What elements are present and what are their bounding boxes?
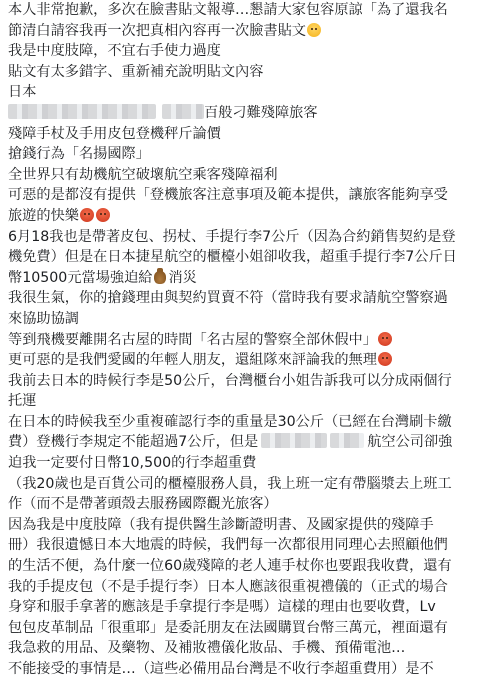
post-line: 百般刁難殘障旅客: [8, 103, 496, 124]
post-line: 本人非常抱歉，多次在臉書貼文報導…懇請大家包容原諒「為了還我名: [8, 2, 448, 18]
post-line: 在日本的時候我至少重複確認行李的重量是30公斤（已經在台灣刷卡繳: [8, 413, 452, 430]
post-line: 迫我一定要付日幣10,500的行李超重費: [8, 455, 257, 472]
post-line: 身穿和服手拿著的應該是手拿提行李是嗎）這樣的理由也要收費，Lv: [8, 599, 436, 616]
post-line: 我前去日本的時候行李是50公斤，台灣櫃台小姐告訴我可以分成兩個行: [8, 372, 452, 389]
post-line: 貼文有太多錯字、重新補充說明貼文內容: [8, 63, 264, 80]
post-line: 節清白請容我再一次把真相內容再一次臉書貼文: [8, 21, 496, 42]
redacted-text: [162, 104, 204, 119]
post-line: 可惡的是都沒有提供「登機旅客注意事項及範本提供，讓旅客能夠享受: [8, 187, 448, 204]
post-line: 包包皮革制品「很重耶」是委託朋友在法國購買台幣三萬元，裡面還有: [8, 619, 448, 636]
post-line: 搶錢行為「名揚國際」: [8, 146, 150, 163]
post-line: 6月18我也是帶著皮包、拐杖、手提行李7公斤（因為合約銷售契約是登: [8, 228, 456, 245]
redacted-text: [330, 433, 364, 448]
sweat-smile-emoji-icon: [307, 23, 321, 37]
post-line: 不能接受的事情是…（這些必備用品台灣是不收行李超重費用）是不: [8, 661, 434, 677]
post-line: 幣10500元當場強迫給 消災: [8, 269, 197, 286]
angry-face-emoji-icon: [80, 208, 94, 222]
post-line: 作（而不是帶著頭殼去服務國際觀光旅客）: [8, 496, 278, 513]
post-line: 更可惡的是我們愛國的年輕人朋友，還組隊來評論我的無理: [8, 350, 496, 371]
redacted-text: [8, 104, 156, 119]
post-line: 我很生氣，你的搶錢理由與契約買賣不符（當時我有要求請航空警察過: [8, 290, 448, 307]
facebook-post-body: [8, 0, 496, 680]
post-line: 機免費）但是在日本捷星航空的櫃檯小姐卻收我，超重手提行李7公斤日: [8, 249, 457, 266]
post-line: 因為我是中度肢障（我有提供醫生診斷證明書、及國家提供的殘障手: [8, 516, 434, 533]
post-line: 旅遊的快樂: [8, 206, 496, 227]
post-line: 殘障手杖及手用皮包登機秤斤論價: [8, 125, 221, 142]
money-bag-emoji-icon: [154, 271, 166, 284]
angry-face-emoji-icon: [96, 208, 110, 222]
post-line: 我是中度肢障，不宜右手使力過度: [8, 43, 221, 60]
post-line: 我的手提皮包（不是手提行李）日本人應該很重視禮儀的（正式的場合: [8, 578, 448, 595]
angry-face-emoji-icon: [378, 352, 392, 366]
angry-face-emoji-icon: [378, 332, 392, 346]
post-line: 我急救的用品、及藥物、及補妝禮儀化妝品、手機、預備電池…: [8, 640, 406, 657]
post-line: 來協助協調: [8, 310, 79, 327]
post-line: 冊）我很遺憾日本大地震的時候，我們每一次都很用同理心去照顧他們: [8, 537, 448, 554]
post-line: 全世界只有劫機航空破壞航空乘客殘障福利: [8, 166, 278, 183]
post-line: 日本: [8, 84, 37, 101]
post-line: 等到飛機要離開名古屋的時間「名古屋的警察全部休假中」: [8, 330, 496, 351]
post-line: 費）登機行李規定不能超過7公斤，但是 航空公司卻強: [8, 434, 453, 451]
post-line: 的生活不便，為什麼一位60歲殘障的老人連手杖你也要跟我收費，還有: [8, 558, 452, 575]
redacted-text: [261, 433, 327, 448]
post-line: （我20歲也是百貨公司的櫃檯服務人員，我上班一定有帶腦漿去上班工: [8, 475, 452, 492]
post-line: 托運: [8, 393, 37, 410]
